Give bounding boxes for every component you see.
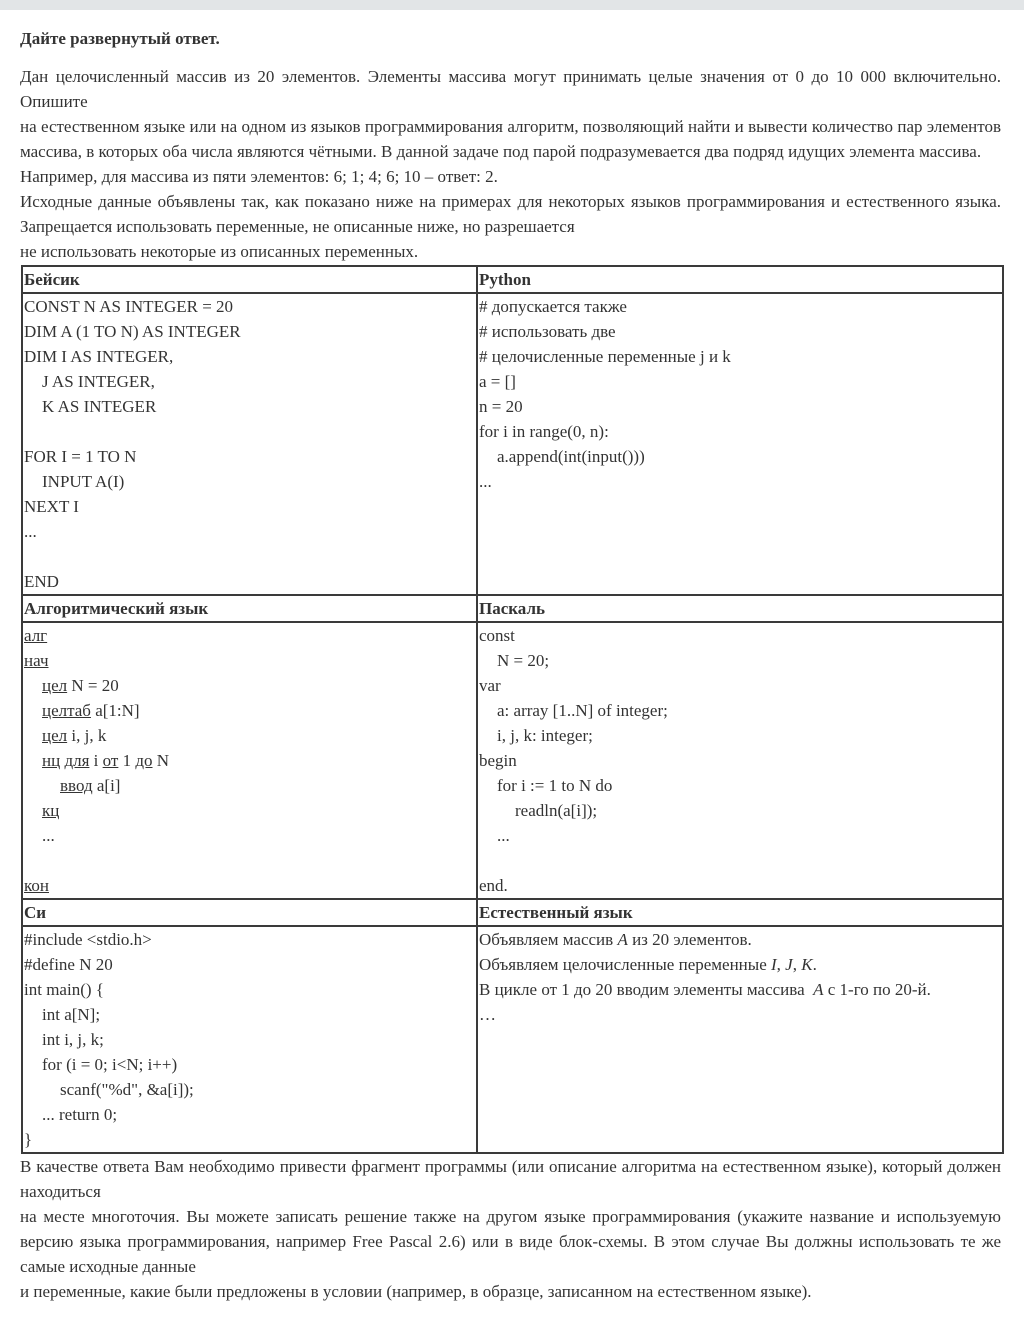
keyword: целтаб: [42, 701, 91, 720]
code-line: # использовать две: [479, 322, 616, 341]
code-line: ...: [479, 472, 492, 491]
keyword: кон: [24, 876, 49, 895]
keyword: до: [135, 751, 153, 770]
task-content: [20, 24, 1001, 1304]
code-line: DIM I AS INTEGER,: [24, 347, 174, 366]
code-text: 1: [118, 751, 136, 770]
code-line: ...: [497, 826, 510, 845]
code-line: readln(a[i]);: [515, 801, 598, 820]
code-line: [24, 544, 476, 569]
code-text: a[i]: [92, 776, 121, 795]
code-line: [24, 873, 476, 898]
text: Объявляем массив: [479, 930, 618, 949]
code-line: begin: [479, 751, 517, 770]
variable: J: [785, 955, 793, 974]
code-line: ...: [42, 826, 55, 845]
code-line: [24, 673, 476, 698]
top-bar: [0, 0, 1024, 10]
code-line: [24, 419, 476, 444]
header-python: Python: [477, 266, 1003, 293]
code-line: N = 20;: [497, 651, 550, 670]
code-line: var: [479, 676, 501, 695]
variable: I: [771, 955, 777, 974]
code-line: END: [24, 572, 59, 591]
text: ,: [792, 955, 802, 974]
task-title: Дайте развернутый ответ.: [20, 29, 220, 48]
keyword: нач: [24, 651, 49, 670]
description-line: [479, 977, 1002, 1002]
text: .: [812, 955, 817, 974]
header-algorithmic: Алгоритмический язык: [22, 595, 477, 622]
description-line: [479, 927, 1002, 952]
header-c: Си: [22, 899, 477, 926]
code-line: ...: [24, 522, 37, 541]
header-basic: Бейсик: [22, 266, 477, 293]
code-line: CONST N AS INTEGER = 20: [24, 297, 234, 316]
code-line: n = 20: [479, 397, 523, 416]
code-line: # целочисленные переменные j и k: [479, 347, 731, 366]
code-line: [24, 748, 476, 773]
variable: K: [801, 955, 813, 974]
code-line: int i, j, k;: [42, 1030, 104, 1049]
keyword: цел: [42, 726, 68, 745]
code-line: for (i = 0; i<N; i++): [42, 1055, 178, 1074]
code-line: FOR I = 1 TO N: [24, 447, 137, 466]
intro-paragraph-4: не использовать некоторые из описанных переменных.: [20, 242, 419, 261]
header-natural: Естественный язык: [477, 899, 1003, 926]
intro-example: Например, для массива из пяти элементов: 6; 1; 4; 6; 10 – ответ: 2.: [20, 167, 498, 186]
code-line: K AS INTEGER: [42, 397, 157, 416]
code-line: for i in range(0, n):: [479, 422, 609, 441]
code-line: #include <stdio.h>: [24, 930, 152, 949]
code-line: [24, 648, 476, 673]
code-line: i, j, k: integer;: [497, 726, 593, 745]
code-basic: [22, 293, 477, 595]
code-line: [24, 798, 476, 823]
code-text: N: [152, 751, 170, 770]
text: из 20 элементов.: [627, 930, 752, 949]
code-text: N = 20: [67, 676, 119, 695]
code-line: a = []: [479, 372, 516, 391]
keyword: от: [102, 751, 119, 770]
code-line: int a[N];: [42, 1005, 101, 1024]
code-line: const: [479, 626, 515, 645]
code-line: [24, 848, 476, 873]
code-line: [24, 773, 476, 798]
code-line: [479, 848, 1002, 873]
code-text: i: [89, 751, 103, 770]
code-line: INPUT A(I): [42, 472, 125, 491]
code-line: ... return 0;: [42, 1105, 118, 1124]
intro-paragraph-1: Дан целочисленный массив из 20 элементов. Элементы массива могут принимать целые значения от 0 до 10 000 включительно. Опишите: [20, 67, 1001, 111]
code-line: DIM A (1 TO N) AS INTEGER: [24, 322, 241, 341]
code-line: [24, 623, 476, 648]
code-line: J AS INTEGER,: [42, 372, 155, 391]
variable: A: [813, 980, 824, 999]
intro-paragraph-2: на естественном языке или на одном из языков программирования алгоритм, позволяющий найти и вывести количество пар элементов массива, в которых оба числа являются чётными. В данной задаче под парой подразумевается два подряд идущих элемента массива.: [20, 117, 1001, 161]
code-line: }: [24, 1130, 33, 1149]
code-text: a[1:N]: [90, 701, 140, 720]
natural-language-description: [477, 926, 1003, 1153]
text: Объявляем целочисленные переменные: [479, 955, 771, 974]
code-line: [24, 698, 476, 723]
intro-paragraph-3: Исходные данные объявлены так, как показано ниже на примерах для некоторых языков программирования и естественного языка. Запрещается использовать переменные, не описанные ниже, но разрешается: [20, 192, 1001, 236]
code-samples-table: [21, 265, 1004, 1154]
code-line: NEXT I: [24, 497, 79, 516]
code-line: #define N 20: [24, 955, 113, 974]
code-line: end.: [479, 876, 508, 895]
code-pascal: [477, 622, 1003, 899]
code-line: a: array [1..N] of integer;: [497, 701, 668, 720]
code-text: i, j, k: [67, 726, 107, 745]
text: ,: [776, 955, 786, 974]
code-python: [477, 293, 1003, 595]
code-line: for i := 1 to N do: [497, 776, 613, 795]
code-line: scanf("%d", &a[i]);: [60, 1080, 194, 1099]
keyword: цел: [42, 676, 68, 695]
keyword: ввод: [60, 776, 93, 795]
header-pascal: Паскаль: [477, 595, 1003, 622]
keyword: нц: [42, 751, 61, 770]
code-c: [22, 926, 477, 1153]
outro-paragraph-1: В качестве ответа Вам необходимо привести фрагмент программы (или описание алгоритма на естественном языке), который должен находиться: [20, 1157, 1001, 1201]
keyword: кц: [42, 801, 60, 820]
code-line: int main() {: [24, 980, 104, 999]
keyword: алг: [24, 626, 48, 645]
variable: A: [617, 930, 628, 949]
description-line: …: [479, 1005, 496, 1024]
code-line: # допускается также: [479, 297, 627, 316]
text: с 1-го по 20-й.: [823, 980, 931, 999]
outro-paragraph-3: и переменные, какие были предложены в условии (например, в образце, записанном на естественном языке).: [20, 1282, 812, 1301]
code-algorithmic: [22, 622, 477, 899]
description-line: [479, 952, 1002, 977]
code-line: a.append(int(input())): [497, 447, 645, 466]
keyword: для: [64, 751, 90, 770]
code-line: [24, 723, 476, 748]
text: В цикле от 1 до 20 вводим элементы массива: [479, 980, 814, 999]
outro-paragraph-2: на месте многоточия. Вы можете записать решение также на другом языке программирования (укажите название и используемую версию языка программирования, например Free Pascal 2.6) или в виде блок-схемы. В этом случае Вы должны использовать те же самые исходные данные: [20, 1207, 1001, 1276]
